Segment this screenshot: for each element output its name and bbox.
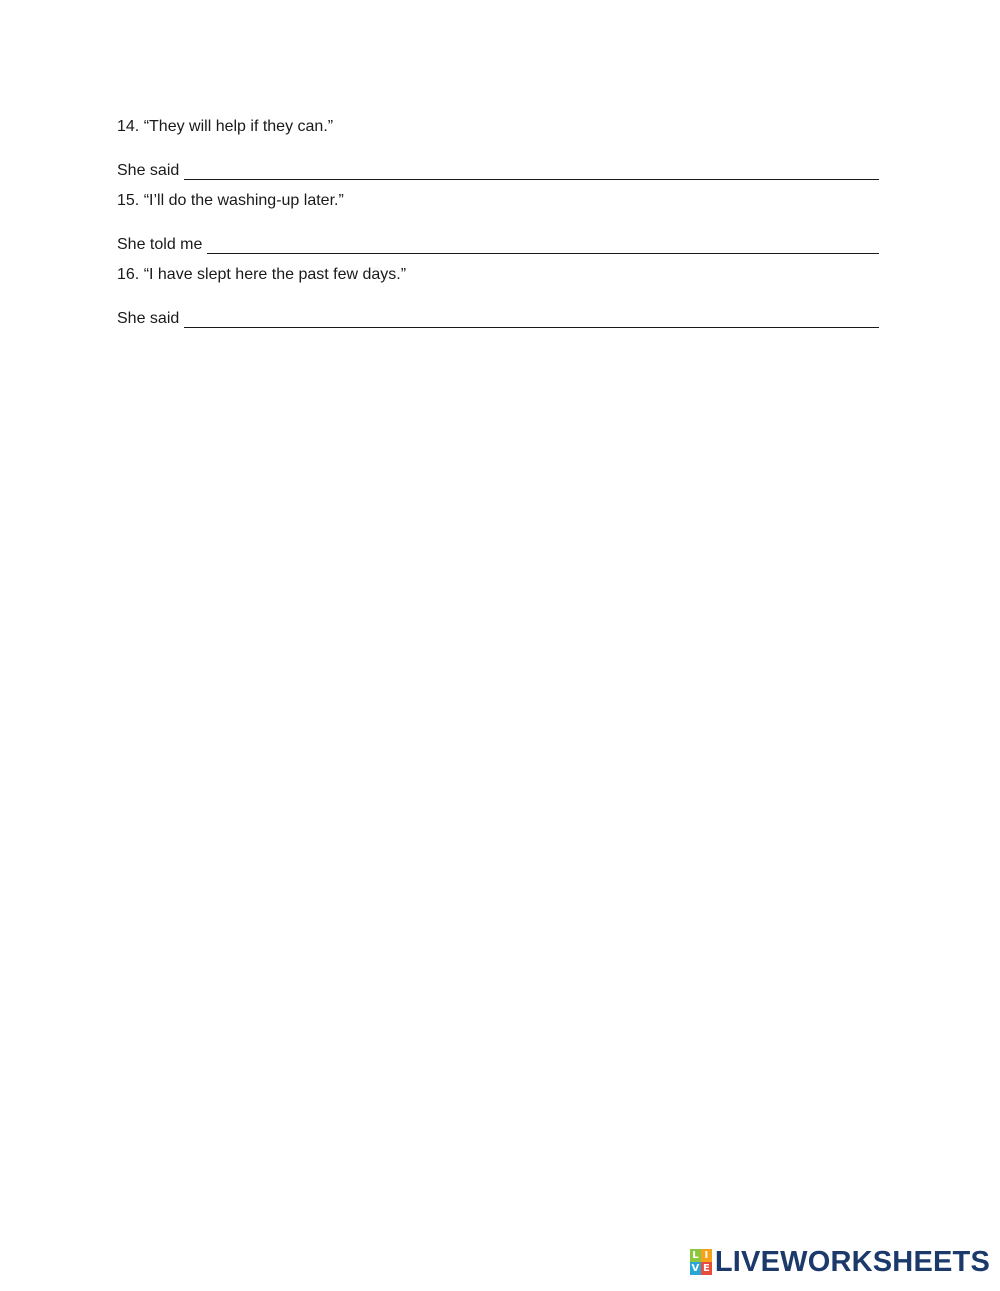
answer-prefix: She said <box>117 310 180 327</box>
logo-mark-icon <box>690 1249 712 1275</box>
question-16 <box>117 260 879 297</box>
question-14 <box>117 112 879 149</box>
logo-text: LIVEWORKSHEETS <box>714 1246 990 1278</box>
answer-blank-16[interactable] <box>184 305 879 328</box>
question-15 <box>117 186 879 223</box>
logo-tile-i: I <box>701 1249 712 1262</box>
answer-blank-14[interactable] <box>184 157 879 180</box>
liveworksheets-logo <box>690 1247 990 1277</box>
answer-prefix: She told me <box>117 236 203 253</box>
question-text: 15. “I’ll do the washing-up later.” <box>117 192 344 209</box>
logo-tile-e: E <box>701 1262 712 1275</box>
answer-row-14 <box>117 149 879 186</box>
answer-prefix: She said <box>117 162 180 179</box>
logo-tile-v: V <box>691 1263 700 1274</box>
question-text: 16. “I have slept here the past few days.” <box>117 266 407 283</box>
answer-row-15 <box>117 223 879 260</box>
worksheet-content <box>117 112 879 334</box>
question-text: 14. “They will help if they can.” <box>117 118 334 135</box>
answer-row-16 <box>117 297 879 334</box>
answer-blank-15[interactable] <box>207 231 879 254</box>
logo-tile-l: L <box>690 1249 701 1262</box>
